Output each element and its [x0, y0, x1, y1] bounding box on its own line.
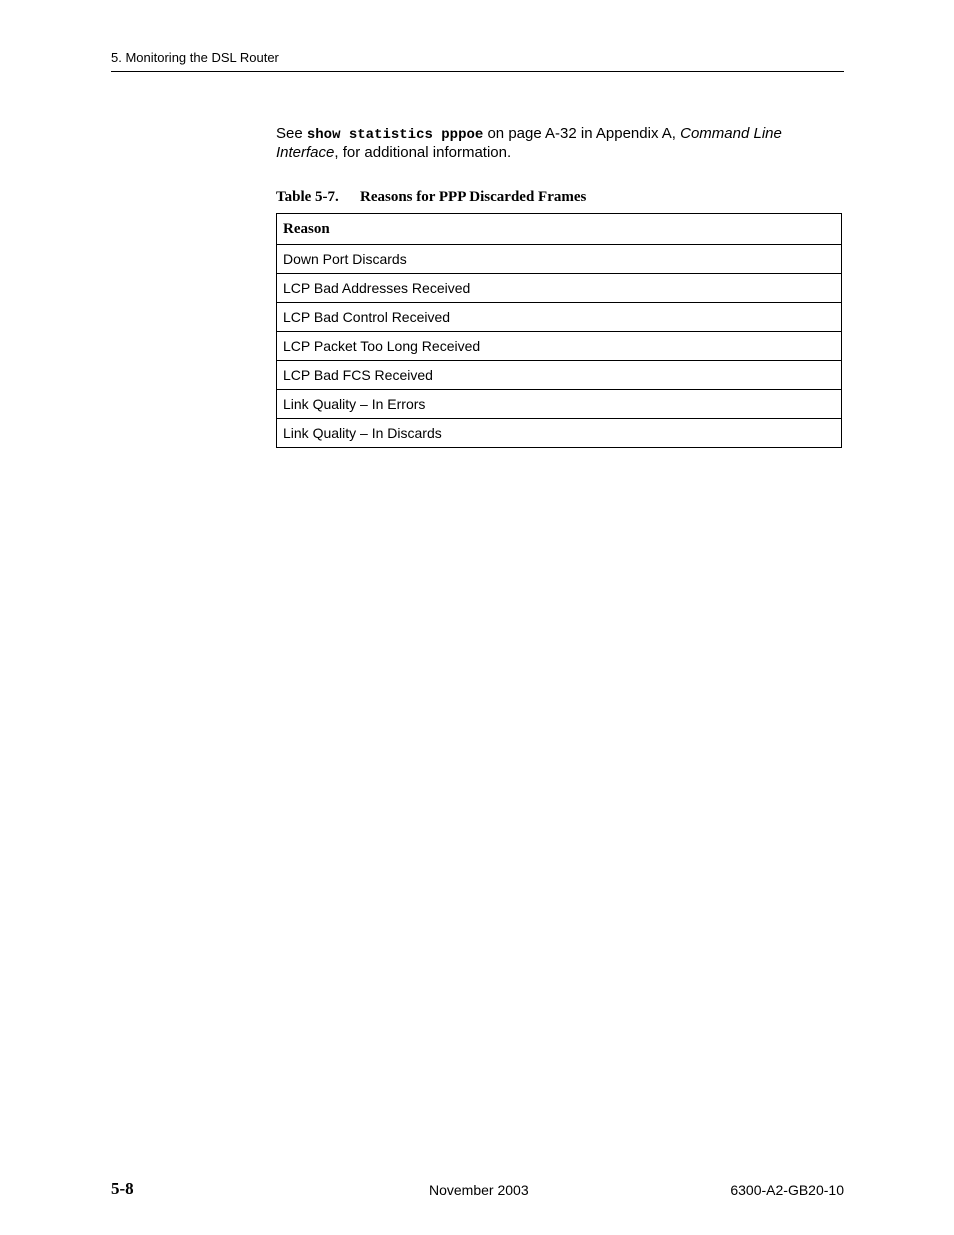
running-header	[111, 50, 844, 72]
table-cell: LCP Bad Addresses Received	[277, 274, 842, 303]
table-row	[277, 419, 842, 448]
command-name: show statistics pppoe	[306, 127, 484, 143]
column-header-reason: Reason	[277, 214, 842, 245]
footer-date: November 2003	[429, 1182, 529, 1198]
appendix-reference: Command Line Interface	[276, 125, 782, 161]
body-text-post: , for additional information.	[334, 144, 512, 161]
table-row	[277, 245, 842, 274]
table-row	[277, 303, 842, 332]
table-cell: LCP Bad Control Received	[277, 303, 842, 332]
table-row	[277, 274, 842, 303]
reasons-table	[276, 213, 842, 448]
table-caption	[276, 188, 586, 206]
table-cell: LCP Packet Too Long Received	[277, 332, 842, 361]
table-cell: LCP Bad FCS Received	[277, 361, 842, 390]
table-cell: Link Quality – In Discards	[277, 419, 842, 448]
body-text-mid: on page A-32 in Appendix A,	[483, 125, 681, 142]
table-cell: Link Quality – In Errors	[277, 390, 842, 419]
table-cell: Down Port Discards	[277, 245, 842, 274]
body-paragraph	[276, 125, 842, 162]
table-row	[277, 390, 842, 419]
table-row	[277, 361, 842, 390]
table-row	[277, 332, 842, 361]
table-caption-title: Reasons for PPP Discarded Frames	[360, 189, 587, 205]
running-header-title: 5. Monitoring the DSL Router	[111, 50, 279, 65]
table-caption-number: Table 5-7.	[276, 189, 339, 205]
body-text-pre: See	[276, 125, 307, 142]
table-header-row	[277, 214, 842, 245]
document-number: 6300-A2-GB20-10	[730, 1182, 844, 1198]
page-number: 5-8	[111, 1179, 134, 1198]
